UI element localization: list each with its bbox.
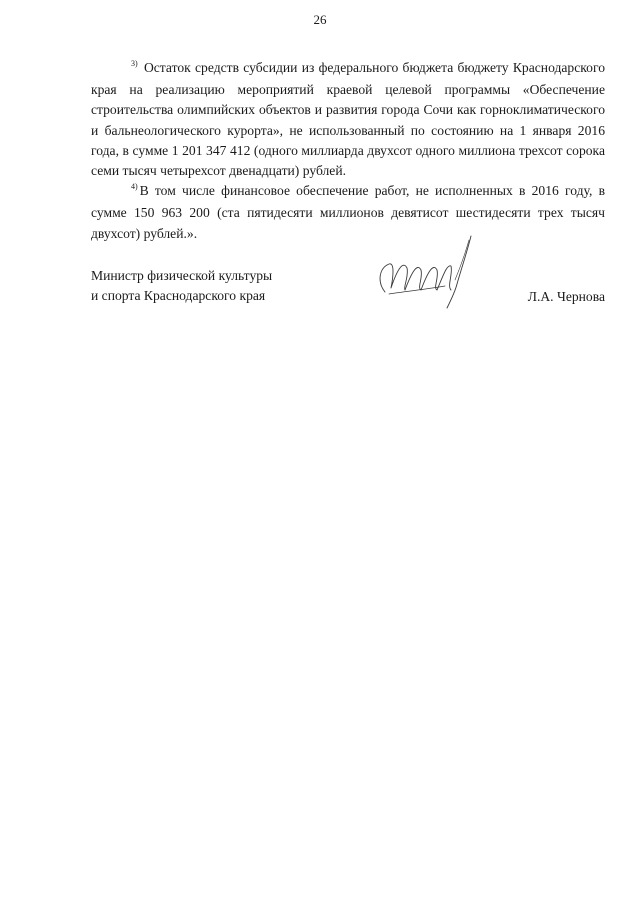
signer-position-line1: Министр физической культуры <box>91 268 273 283</box>
signer-name: Л.А. Чернова <box>527 289 605 304</box>
page-number: 26 <box>313 12 327 27</box>
signer-position <box>91 266 272 306</box>
footnote-4 <box>91 181 605 244</box>
footnote-text: В том числе финансовое обеспечение работ, не исполненных в 2016 году, в сумме 150 963 200 (ста пятидесяти миллионов девятисот шестидесяти трех тысяч двухсот) рублей.». <box>91 183 605 241</box>
signer-position-line2: и спорта Краснодарского края <box>91 288 266 303</box>
footnote-marker: 4) <box>131 182 138 192</box>
footnote-text: Остаток средств субсидии из федерального бюджета бюджету Краснодарского края на реализацию мероприятий краевой целевой программы «Обеспечение строительства олимпийских объектов и развития города Сочи как горноклиматического и бальнеологического курорта», не использованный по состоянию на 1 января 2016 года, в сумме 1 201 347 412 (одного миллиарда двухсот одного миллиона трехсот сорока семи тысяч четырехсот двенадцати) рублей. <box>91 60 606 179</box>
handwritten-signature <box>371 234 481 314</box>
footnote-marker: 3) <box>131 59 138 68</box>
signature-block <box>91 266 605 326</box>
footnotes <box>91 58 605 244</box>
footnote-3 <box>91 58 605 181</box>
